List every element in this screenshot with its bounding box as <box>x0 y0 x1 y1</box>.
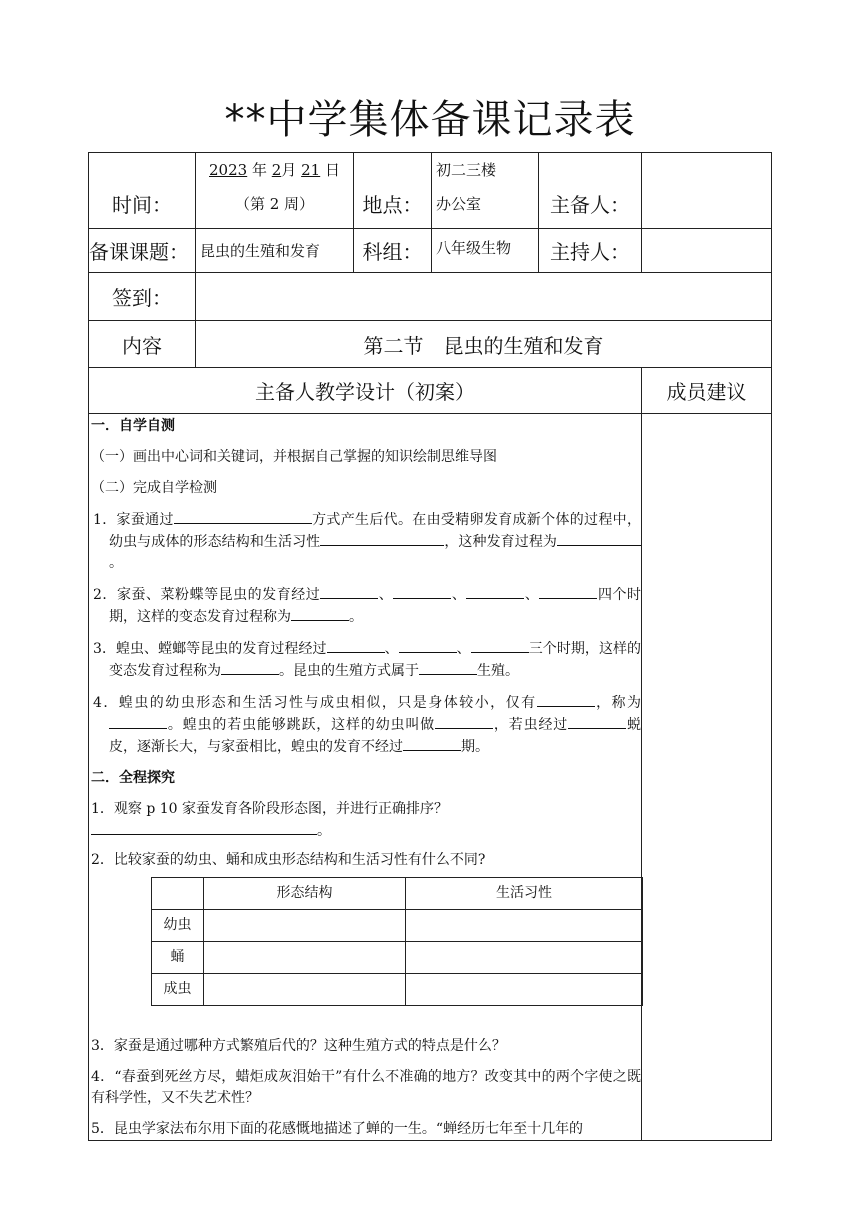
answer-blank <box>221 660 279 675</box>
date-month: 2 <box>271 161 282 179</box>
question-1: 1．家蚕通过 方式产生后代。在由受精卵发育成新个体的过程中，幼虫与成体的形态结构和生活习性 ，这种发育过程为。 <box>91 509 641 574</box>
place-value: 初二三楼 办公室 <box>432 153 539 229</box>
group-value: 八年级生物 <box>432 229 539 273</box>
topic-label: 备课课题： <box>89 229 196 273</box>
answer-blank <box>403 736 461 751</box>
signin-label: 签到： <box>89 273 196 321</box>
comparison-table <box>151 877 643 1006</box>
design-content <box>89 414 642 1141</box>
question-4: 4．蝗虫的幼虫形态和生活习性与成虫相似，只是身体较小，仅有 ，称为。蝗虫的若虫能够跳跃，这样的幼虫叫做 ，若虫经过 蜕皮，逐渐长大，与家蚕相比，蝗虫的发育不经过 期。 <box>91 692 641 758</box>
self-study-step-2: （二）完成自学检测 <box>91 480 217 496</box>
question-3: 3．蝗虫、螳螂等昆虫的发育过程经过 、 、 三个时期，这样的变态发育过程称为 。昆虫的生殖方式属于 生殖。 <box>91 638 641 682</box>
answer-blank <box>435 714 493 729</box>
signin-value <box>196 273 772 321</box>
explore-question-4: 4．“春蚕到死丝方尽，蜡炬成灰泪始干”有什么不准确的地方？改变其中的两个字使之既有科学性，又不失艺术性？ <box>91 1069 641 1106</box>
column-header-habits: 生活习性 <box>406 878 643 910</box>
design-header: 主备人教学设计（初案） <box>89 368 642 414</box>
explore-question-2: 2．比较家蚕的幼虫、蛹和成虫形态结构和生活习性有什么不同? <box>91 852 486 868</box>
answer-blank <box>327 638 385 653</box>
answer-blank <box>419 660 477 675</box>
answer-blank <box>399 638 457 653</box>
answer-blank <box>291 606 349 621</box>
answer-blank <box>537 692 595 707</box>
self-study-step-1: （一）画出中心词和关键词，并根据自己掌握的知识绘制思维导图 <box>91 449 497 465</box>
suggest-content <box>642 414 772 1141</box>
explore-question-3: 3．家蚕是通过哪种方式繁殖后代的？这种生殖方式的特点是什么？ <box>91 1038 506 1054</box>
content-value: 第二节 昆虫的生殖和发育 <box>196 321 772 368</box>
answer-blank <box>557 531 641 546</box>
answer-blank <box>393 584 451 599</box>
time-label: 时间： <box>89 153 196 229</box>
comparison-corner <box>152 878 204 910</box>
answer-blank <box>466 584 524 599</box>
lesson-record-table <box>88 152 772 1141</box>
lead-label: 主备人： <box>539 153 642 229</box>
place-label: 地点： <box>354 153 432 229</box>
answer-blank <box>91 820 317 835</box>
explore-question-1: 1．观察 p 10 家蚕发育各阶段形态图，并进行正确排序？ 。 <box>91 801 449 839</box>
suggest-header: 成员建议 <box>642 368 772 414</box>
host-value <box>642 229 772 273</box>
row-label-pupa: 蛹 <box>152 942 204 974</box>
answer-blank <box>320 531 444 546</box>
answer-blank <box>174 509 312 524</box>
content-label: 内容 <box>89 321 196 368</box>
answer-blank <box>539 584 597 599</box>
row-label-adult: 成虫 <box>152 974 204 1006</box>
answer-blank <box>568 714 626 729</box>
answer-blank <box>109 714 167 729</box>
row-label-larva: 幼虫 <box>152 910 204 942</box>
date-cell: 2023 年 2月 21 日 （第 2 周） <box>196 153 354 229</box>
column-header-morphology: 形态结构 <box>204 878 406 910</box>
topic-value: 昆虫的生殖和发育 <box>196 229 354 273</box>
date-year: 2023 <box>209 161 248 179</box>
group-label: 科组： <box>354 229 432 273</box>
answer-blank <box>320 584 378 599</box>
lead-value <box>642 153 772 229</box>
answer-blank <box>471 638 529 653</box>
explore-question-5: 5．昆虫学家法布尔用下面的花感慨地描述了蝉的一生。“蝉经历七年至十几年的 <box>91 1121 584 1137</box>
question-2: 2．家蚕、菜粉蝶等昆虫的发育经过 、 、 、 四个时期，这样的变态发育过程称为 。 <box>91 584 641 628</box>
date-day: 21 <box>301 161 321 179</box>
week-label: （第 2 周） <box>234 195 315 213</box>
page-title: **中学集体备课记录表 <box>224 97 636 143</box>
section-self-study-title: 一．自学自测 <box>91 418 175 434</box>
host-label: 主持人： <box>539 229 642 273</box>
section-explore-title: 二．全程探究 <box>91 770 175 786</box>
